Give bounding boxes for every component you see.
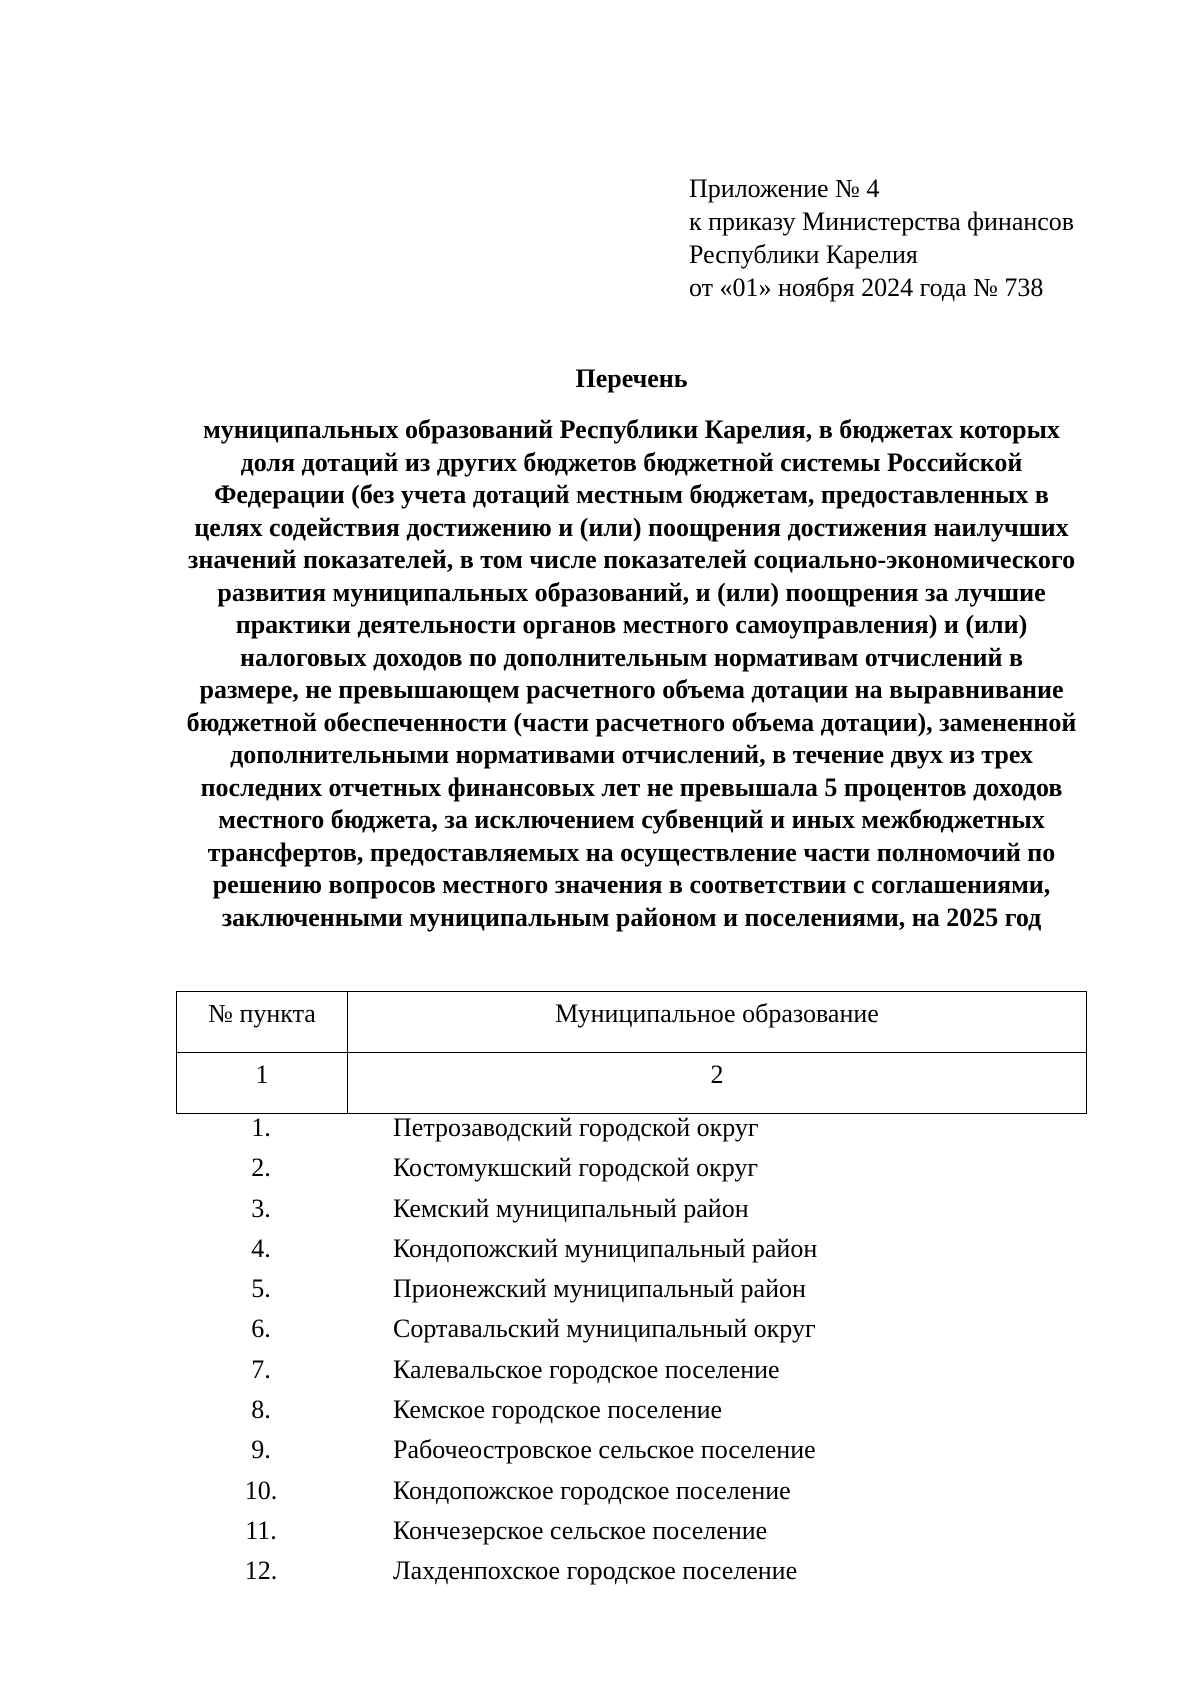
table-index-row bbox=[177, 1053, 1087, 1114]
column-header-number: № пункта bbox=[177, 992, 348, 1053]
row-number: 9. bbox=[251, 1435, 271, 1465]
subtitle-line: размере, не превышающем расчетного объема дотации на выравнивание bbox=[199, 675, 1064, 704]
subtitle-line: практики деятельности органов местного самоуправления) и (или) bbox=[235, 610, 1028, 639]
subtitle-line: целях содействия достижению и (или) поощрения достижения наилучших bbox=[194, 512, 1069, 542]
municipality-name: Лахденпохское городское поселение bbox=[393, 1556, 798, 1586]
municipality-name: Прионежский муниципальный район bbox=[393, 1274, 806, 1304]
subtitle-line: муниципальных образований Республики Карелия, в бюджетах которых bbox=[203, 415, 1060, 444]
appendix-number: Приложение № 4 bbox=[689, 174, 880, 203]
municipality-name: Кемское городское поселение bbox=[393, 1395, 723, 1425]
subtitle-line: Федерации (без учета дотаций местным бюджетам, предоставленных в bbox=[214, 480, 1049, 509]
table-row bbox=[176, 1351, 1087, 1391]
table-row bbox=[176, 1230, 1087, 1270]
column-header-municipality: Муниципальное образование bbox=[348, 992, 1087, 1053]
subtitle-line: доля дотаций из других бюджетов бюджетной системы Российской bbox=[240, 447, 1023, 477]
appendix-order-ref: к приказу Министерства финансов bbox=[689, 207, 1075, 236]
table-row bbox=[176, 1149, 1087, 1189]
row-number: 3. bbox=[251, 1193, 271, 1223]
subtitle-line: решению вопросов местного значения в соответствии с соглашениями, bbox=[212, 870, 1051, 899]
municipality-name: Кемский муниципальный район bbox=[393, 1193, 749, 1223]
subtitle-line: значений показателей, в том числе показателей социально-экономического bbox=[187, 545, 1076, 574]
table-row bbox=[176, 1552, 1087, 1592]
municipality-name: Калевальское городское поселение bbox=[393, 1354, 780, 1384]
table-row bbox=[176, 1109, 1087, 1149]
appendix-republic: Республики Карелия bbox=[689, 240, 918, 269]
municipality-name: Кондопожское городское поселение bbox=[393, 1475, 791, 1505]
subtitle-line: местного бюджета, за исключением субвенций и иных межбюджетных bbox=[218, 805, 1045, 834]
table-row bbox=[176, 1512, 1087, 1552]
appendix-block bbox=[689, 172, 1074, 304]
municipality-list bbox=[176, 1109, 1087, 1593]
row-number: 2. bbox=[251, 1153, 271, 1183]
row-number: 7. bbox=[251, 1354, 271, 1384]
subtitle-line: налоговых доходов по дополнительным нормативам отчислений в bbox=[239, 642, 1024, 672]
municipality-name: Костомукшский городской округ bbox=[393, 1153, 759, 1183]
municipality-name: Сортавальский муниципальный округ bbox=[393, 1314, 816, 1344]
table-row bbox=[176, 1190, 1087, 1230]
row-number: 8. bbox=[251, 1395, 271, 1425]
row-number: 5. bbox=[251, 1274, 271, 1304]
appendix-date-number: от «01» ноября 2024 года № 738 bbox=[689, 273, 1044, 302]
subtitle-line: последних отчетных финансовых лет не превышала 5 процентов доходов bbox=[200, 772, 1063, 802]
municipality-name: Петрозаводский городской округ bbox=[393, 1113, 759, 1142]
row-number: 4. bbox=[251, 1233, 271, 1263]
column-index-2: 2 bbox=[348, 1053, 1087, 1114]
table-row bbox=[176, 1391, 1087, 1431]
subtitle-line: заключенными муниципальным районом и поселениями, на 2025 год bbox=[221, 902, 1042, 932]
subtitle-line: бюджетной обеспеченности (части расчетного объема дотации), замененной bbox=[186, 707, 1077, 737]
table-row bbox=[176, 1270, 1087, 1310]
table-row bbox=[176, 1431, 1087, 1471]
table-header bbox=[176, 991, 1087, 1114]
municipality-name: Кондопожский муниципальный район bbox=[393, 1233, 818, 1263]
row-number: 6. bbox=[251, 1314, 271, 1344]
column-index-1: 1 bbox=[177, 1053, 348, 1114]
row-number: 10. bbox=[244, 1475, 278, 1505]
document-title: Перечень bbox=[575, 364, 688, 393]
table-row bbox=[176, 1310, 1087, 1350]
municipality-name: Рабочеостровское сельское поселение bbox=[393, 1435, 816, 1465]
subtitle-line: развития муниципальных образований, и (или) поощрения за лучшие bbox=[217, 577, 1046, 607]
subtitle-line: дополнительными нормативами отчислений, в течение двух из трех bbox=[230, 740, 1033, 769]
row-number: 11. bbox=[245, 1515, 277, 1545]
municipality-name: Кончезерское сельское поселение bbox=[393, 1515, 768, 1545]
table-header-row bbox=[177, 992, 1087, 1053]
subtitle-line: трансфертов, предоставляемых на осуществление части полномочий по bbox=[207, 837, 1056, 867]
row-number: 12. bbox=[244, 1556, 278, 1586]
row-number: 1. bbox=[251, 1113, 271, 1142]
document-subtitle bbox=[145, 414, 1118, 934]
table-row bbox=[176, 1472, 1087, 1512]
